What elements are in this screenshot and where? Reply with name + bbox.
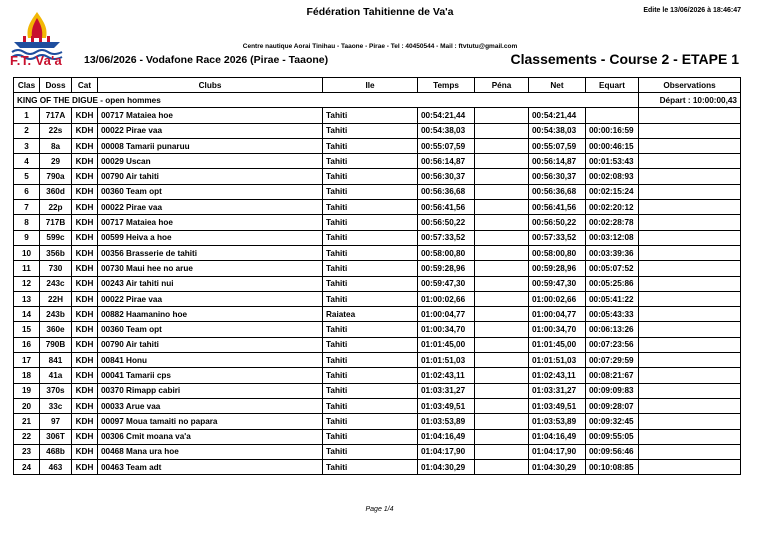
cell-pena	[475, 200, 529, 215]
cell-pena	[475, 230, 529, 245]
cell-club: 00022 Pirae vaa	[98, 123, 323, 138]
cell-ile: Tahiti	[323, 353, 418, 368]
cell-doss: 370s	[40, 383, 72, 398]
cell-cat: KDH	[72, 322, 98, 337]
cell-ecart	[586, 108, 639, 123]
cell-ecart: 00:09:28:07	[586, 398, 639, 413]
cell-cat: KDH	[72, 230, 98, 245]
cell-cat: KDH	[72, 276, 98, 291]
cell-temps: 00:59:47,30	[418, 276, 475, 291]
page-number: Page 1/4	[365, 506, 394, 513]
table-row	[14, 138, 741, 153]
cell-doss: 360e	[40, 322, 72, 337]
cell-clas: 17	[14, 353, 40, 368]
cell-obs	[639, 429, 741, 444]
cell-temps: 01:03:49,51	[418, 398, 475, 413]
cell-doss: 356b	[40, 245, 72, 260]
cell-ecart: 00:09:32:45	[586, 414, 639, 429]
cell-net: 00:54:38,03	[529, 123, 586, 138]
cell-cat: KDH	[72, 383, 98, 398]
cell-ile: Tahiti	[323, 215, 418, 230]
cell-club: 00306 Cmit moana va'a	[98, 429, 323, 444]
cell-pena	[475, 169, 529, 184]
table-row	[14, 444, 741, 459]
cell-pena	[475, 123, 529, 138]
cell-obs	[639, 291, 741, 306]
table-row	[14, 154, 741, 169]
cell-club: 00360 Team opt	[98, 322, 323, 337]
cell-doss: 41a	[40, 368, 72, 383]
cell-cat: KDH	[72, 123, 98, 138]
cell-doss: 29	[40, 154, 72, 169]
cell-cat: KDH	[72, 154, 98, 169]
cell-net: 00:56:30,37	[529, 169, 586, 184]
cell-temps: 00:56:41,56	[418, 200, 475, 215]
cell-pena	[475, 460, 529, 475]
cell-clas: 14	[14, 307, 40, 322]
cell-obs	[639, 276, 741, 291]
table-row	[14, 245, 741, 260]
cell-pena	[475, 368, 529, 383]
table-row	[14, 368, 741, 383]
cell-clas: 16	[14, 337, 40, 352]
cell-cat: KDH	[72, 337, 98, 352]
cell-net: 01:04:16,49	[529, 429, 586, 444]
cell-cat: KDH	[72, 444, 98, 459]
cell-cat: KDH	[72, 353, 98, 368]
cell-ile: Tahiti	[323, 322, 418, 337]
column-header-ile: Ile	[323, 78, 418, 93]
cell-net: 00:56:14,87	[529, 154, 586, 169]
table-row	[14, 291, 741, 306]
cell-pena	[475, 245, 529, 260]
cell-club: 00717 Mataiea hoe	[98, 108, 323, 123]
cell-temps: 01:04:30,29	[418, 460, 475, 475]
cell-ecart: 00:03:39:36	[586, 245, 639, 260]
cell-ile: Tahiti	[323, 245, 418, 260]
table-row	[14, 215, 741, 230]
cell-cat: KDH	[72, 368, 98, 383]
cell-clas: 7	[14, 200, 40, 215]
table-row	[14, 108, 741, 123]
cell-ecart: 00:10:08:85	[586, 460, 639, 475]
cell-ile: Tahiti	[323, 414, 418, 429]
cell-temps: 01:01:45,00	[418, 337, 475, 352]
cell-cat: KDH	[72, 460, 98, 475]
cell-temps: 00:56:36,68	[418, 184, 475, 199]
cell-pena	[475, 414, 529, 429]
cell-pena	[475, 383, 529, 398]
cell-obs	[639, 215, 741, 230]
column-header-clas: Clas	[14, 78, 40, 93]
cell-obs	[639, 245, 741, 260]
cell-obs	[639, 337, 741, 352]
cell-doss: 306T	[40, 429, 72, 444]
cell-clas: 19	[14, 383, 40, 398]
cell-obs	[639, 154, 741, 169]
cell-doss: 360d	[40, 184, 72, 199]
table-row	[14, 230, 741, 245]
table-row	[14, 169, 741, 184]
cell-net: 01:00:04,77	[529, 307, 586, 322]
cell-pena	[475, 291, 529, 306]
cell-temps: 00:56:14,87	[418, 154, 475, 169]
cell-doss: 730	[40, 261, 72, 276]
cell-obs	[639, 230, 741, 245]
cell-doss: 22s	[40, 123, 72, 138]
federation-title: Fédération Tahitienne de Va'a	[306, 6, 454, 18]
cell-ecart: 00:05:25:86	[586, 276, 639, 291]
cell-ecart: 00:06:13:26	[586, 322, 639, 337]
cell-net: 01:03:49,51	[529, 398, 586, 413]
cell-ecart: 00:02:08:93	[586, 169, 639, 184]
cell-pena	[475, 353, 529, 368]
cell-club: 00463 Team adt	[98, 460, 323, 475]
cell-ile: Tahiti	[323, 154, 418, 169]
cell-ecart: 00:09:56:46	[586, 444, 639, 459]
cell-temps: 00:58:00,80	[418, 245, 475, 260]
cell-obs	[639, 444, 741, 459]
cell-cat: KDH	[72, 398, 98, 413]
cell-ecart: 00:07:23:56	[586, 337, 639, 352]
table-row	[14, 337, 741, 352]
cell-ile: Tahiti	[323, 337, 418, 352]
cell-doss: 790B	[40, 337, 72, 352]
column-header-doss: Doss	[40, 78, 72, 93]
cell-ecart: 00:08:21:67	[586, 368, 639, 383]
cell-obs	[639, 353, 741, 368]
cell-net: 00:59:47,30	[529, 276, 586, 291]
cell-ecart: 00:05:43:33	[586, 307, 639, 322]
cell-ile: Tahiti	[323, 429, 418, 444]
cell-temps: 01:00:34,70	[418, 322, 475, 337]
cell-temps: 00:59:28,96	[418, 261, 475, 276]
cell-clas: 3	[14, 138, 40, 153]
cell-ile: Tahiti	[323, 460, 418, 475]
cell-temps: 00:56:30,37	[418, 169, 475, 184]
group-title: KING OF THE DIGUE - open hommes	[14, 93, 639, 108]
cell-ile: Raiatea	[323, 307, 418, 322]
cell-club: 00243 Air tahiti nui	[98, 276, 323, 291]
cell-doss: 790a	[40, 169, 72, 184]
cell-obs	[639, 398, 741, 413]
table-row	[14, 322, 741, 337]
cell-ecart: 00:09:09:83	[586, 383, 639, 398]
cell-temps: 00:54:38,03	[418, 123, 475, 138]
cell-cat: KDH	[72, 291, 98, 306]
cell-net: 00:59:28,96	[529, 261, 586, 276]
table-header-row	[14, 78, 741, 93]
cell-cat: KDH	[72, 261, 98, 276]
cell-club: 00790 Air tahiti	[98, 169, 323, 184]
cell-pena	[475, 398, 529, 413]
cell-doss: 33c	[40, 398, 72, 413]
cell-obs	[639, 261, 741, 276]
cell-clas: 2	[14, 123, 40, 138]
cell-cat: KDH	[72, 414, 98, 429]
cell-pena	[475, 276, 529, 291]
cell-net: 01:03:31,27	[529, 383, 586, 398]
cell-pena	[475, 108, 529, 123]
cell-net: 01:04:30,29	[529, 460, 586, 475]
cell-obs	[639, 460, 741, 475]
cell-cat: KDH	[72, 108, 98, 123]
cell-cat: KDH	[72, 429, 98, 444]
cell-temps: 00:57:33,52	[418, 230, 475, 245]
cell-net: 00:57:33,52	[529, 230, 586, 245]
cell-obs	[639, 138, 741, 153]
contact-line: Centre nautique Aorai Tinihau - Taaone - Pirae - Tel : 40450544 - Mail : ftvtutu@gmail.com	[242, 43, 518, 50]
cell-pena	[475, 138, 529, 153]
cell-clas: 12	[14, 276, 40, 291]
cell-club: 00008 Tamarii punaruu	[98, 138, 323, 153]
cell-clas: 13	[14, 291, 40, 306]
cell-obs	[639, 123, 741, 138]
cell-clas: 6	[14, 184, 40, 199]
table-row	[14, 307, 741, 322]
cell-pena	[475, 184, 529, 199]
cell-temps: 01:02:43,11	[418, 368, 475, 383]
cell-ecart: 00:00:16:59	[586, 123, 639, 138]
cell-ecart: 00:09:55:05	[586, 429, 639, 444]
cell-club: 00097 Moua tamaiti no papara	[98, 414, 323, 429]
table-row	[14, 123, 741, 138]
cell-ile: Tahiti	[323, 123, 418, 138]
cell-doss: 243b	[40, 307, 72, 322]
cell-ecart: 00:05:07:52	[586, 261, 639, 276]
cell-doss: 243c	[40, 276, 72, 291]
cell-clas: 11	[14, 261, 40, 276]
cell-clas: 5	[14, 169, 40, 184]
logo-text: F.T. Va'a	[10, 53, 63, 68]
cell-net: 01:04:17,90	[529, 444, 586, 459]
cell-doss: 841	[40, 353, 72, 368]
cell-net: 00:56:36,68	[529, 184, 586, 199]
table-row	[14, 200, 741, 215]
cell-temps: 01:04:17,90	[418, 444, 475, 459]
cell-clas: 22	[14, 429, 40, 444]
cell-ile: Tahiti	[323, 169, 418, 184]
cell-doss: 8a	[40, 138, 72, 153]
cell-cat: KDH	[72, 184, 98, 199]
cell-temps: 01:03:53,89	[418, 414, 475, 429]
cell-ecart: 00:05:41:22	[586, 291, 639, 306]
cell-cat: KDH	[72, 245, 98, 260]
cell-pena	[475, 444, 529, 459]
cell-ile: Tahiti	[323, 398, 418, 413]
cell-club: 00790 Air tahiti	[98, 337, 323, 352]
cell-doss: 22H	[40, 291, 72, 306]
cell-ile: Tahiti	[323, 230, 418, 245]
cell-ile: Tahiti	[323, 138, 418, 153]
table-row	[14, 398, 741, 413]
cell-club: 00356 Brasserie de tahiti	[98, 245, 323, 260]
cell-ecart: 00:00:46:15	[586, 138, 639, 153]
cell-clas: 4	[14, 154, 40, 169]
cell-doss: 97	[40, 414, 72, 429]
cell-ecart: 00:03:12:08	[586, 230, 639, 245]
column-header-clubs: Clubs	[98, 78, 323, 93]
cell-club: 00370 Rimapp cabiri	[98, 383, 323, 398]
cell-cat: KDH	[72, 169, 98, 184]
cell-ecart: 00:02:15:24	[586, 184, 639, 199]
cell-net: 01:00:02,66	[529, 291, 586, 306]
cell-club: 00717 Mataiea hoe	[98, 215, 323, 230]
cell-net: 00:56:41,56	[529, 200, 586, 215]
group-row	[14, 93, 741, 108]
cell-obs	[639, 108, 741, 123]
table-row	[14, 261, 741, 276]
cell-clas: 10	[14, 245, 40, 260]
cell-pena	[475, 215, 529, 230]
cell-net: 01:01:51,03	[529, 353, 586, 368]
cell-obs	[639, 414, 741, 429]
cell-temps: 01:00:02,66	[418, 291, 475, 306]
cell-ile: Tahiti	[323, 108, 418, 123]
cell-ecart: 00:01:53:43	[586, 154, 639, 169]
race-title: 13/06/2026 - Vodafone Race 2026 (Pirae - Taaone)	[84, 54, 329, 66]
cell-ecart: 00:02:20:12	[586, 200, 639, 215]
cell-club: 00022 Pirae vaa	[98, 291, 323, 306]
cell-obs	[639, 184, 741, 199]
table-row	[14, 353, 741, 368]
cell-net: 01:01:45,00	[529, 337, 586, 352]
cell-clas: 20	[14, 398, 40, 413]
cell-ile: Tahiti	[323, 368, 418, 383]
cell-pena	[475, 337, 529, 352]
cell-net: 00:56:50,22	[529, 215, 586, 230]
column-header-net: Net	[529, 78, 586, 93]
column-header-temps: Temps	[418, 78, 475, 93]
results-table	[13, 77, 741, 475]
cell-pena	[475, 322, 529, 337]
cell-cat: KDH	[72, 215, 98, 230]
cell-net: 00:58:00,80	[529, 245, 586, 260]
cell-clas: 24	[14, 460, 40, 475]
cell-club: 00022 Pirae vaa	[98, 200, 323, 215]
edited-timestamp: Edite le 13/06/2026 à 18:46:47	[643, 7, 741, 14]
cell-net: 01:03:53,89	[529, 414, 586, 429]
cell-pena	[475, 154, 529, 169]
cell-obs	[639, 169, 741, 184]
cell-obs	[639, 368, 741, 383]
cell-temps: 00:55:07,59	[418, 138, 475, 153]
cell-temps: 01:04:16,49	[418, 429, 475, 444]
cell-clas: 1	[14, 108, 40, 123]
cell-clas: 23	[14, 444, 40, 459]
cell-ile: Tahiti	[323, 184, 418, 199]
cell-clas: 18	[14, 368, 40, 383]
cell-cat: KDH	[72, 200, 98, 215]
cell-clas: 15	[14, 322, 40, 337]
cell-club: 00730 Maui hee no arue	[98, 261, 323, 276]
cell-doss: 463	[40, 460, 72, 475]
cell-temps: 01:03:31,27	[418, 383, 475, 398]
cell-club: 00599 Heiva a hoe	[98, 230, 323, 245]
cell-doss: 22p	[40, 200, 72, 215]
table-row	[14, 276, 741, 291]
cell-temps: 01:00:04,77	[418, 307, 475, 322]
cell-net: 00:54:21,44	[529, 108, 586, 123]
cell-temps: 01:01:51,03	[418, 353, 475, 368]
table-row	[14, 414, 741, 429]
table-row	[14, 429, 741, 444]
cell-club: 00468 Mana ura hoe	[98, 444, 323, 459]
cell-pena	[475, 429, 529, 444]
cell-ile: Tahiti	[323, 200, 418, 215]
cell-clas: 21	[14, 414, 40, 429]
cell-ile: Tahiti	[323, 383, 418, 398]
group-depart: Départ : 10:00:00,43	[639, 93, 741, 108]
cell-pena	[475, 307, 529, 322]
column-header-pena: Péna	[475, 78, 529, 93]
column-header-observations: Observations	[639, 78, 741, 93]
cell-pena	[475, 261, 529, 276]
cell-cat: KDH	[72, 307, 98, 322]
cell-clas: 9	[14, 230, 40, 245]
cell-ile: Tahiti	[323, 276, 418, 291]
table-row	[14, 184, 741, 199]
cell-obs	[639, 200, 741, 215]
cell-club: 00041 Tamarii cps	[98, 368, 323, 383]
cell-club: 00841 Honu	[98, 353, 323, 368]
classement-title: Classements - Course 2 - ETAPE 1	[510, 51, 739, 67]
cell-clas: 8	[14, 215, 40, 230]
cell-club: 00360 Team opt	[98, 184, 323, 199]
column-header-ecart: Equart	[586, 78, 639, 93]
cell-temps: 00:54:21,44	[418, 108, 475, 123]
cell-club: 00882 Haamanino hoe	[98, 307, 323, 322]
cell-doss: 717A	[40, 108, 72, 123]
table-row	[14, 460, 741, 475]
cell-club: 00029 Uscan	[98, 154, 323, 169]
cell-ile: Tahiti	[323, 291, 418, 306]
cell-doss: 468b	[40, 444, 72, 459]
cell-net: 01:00:34,70	[529, 322, 586, 337]
cell-ile: Tahiti	[323, 261, 418, 276]
cell-ecart: 00:07:29:59	[586, 353, 639, 368]
cell-temps: 00:56:50,22	[418, 215, 475, 230]
cell-doss: 599c	[40, 230, 72, 245]
cell-ile: Tahiti	[323, 444, 418, 459]
cell-cat: KDH	[72, 138, 98, 153]
cell-net: 01:02:43,11	[529, 368, 586, 383]
cell-obs	[639, 383, 741, 398]
cell-doss: 717B	[40, 215, 72, 230]
cell-club: 00033 Arue vaa	[98, 398, 323, 413]
cell-obs	[639, 307, 741, 322]
cell-obs	[639, 322, 741, 337]
cell-net: 00:55:07,59	[529, 138, 586, 153]
cell-ecart: 00:02:28:78	[586, 215, 639, 230]
table-row	[14, 383, 741, 398]
column-header-cat: Cat	[72, 78, 98, 93]
